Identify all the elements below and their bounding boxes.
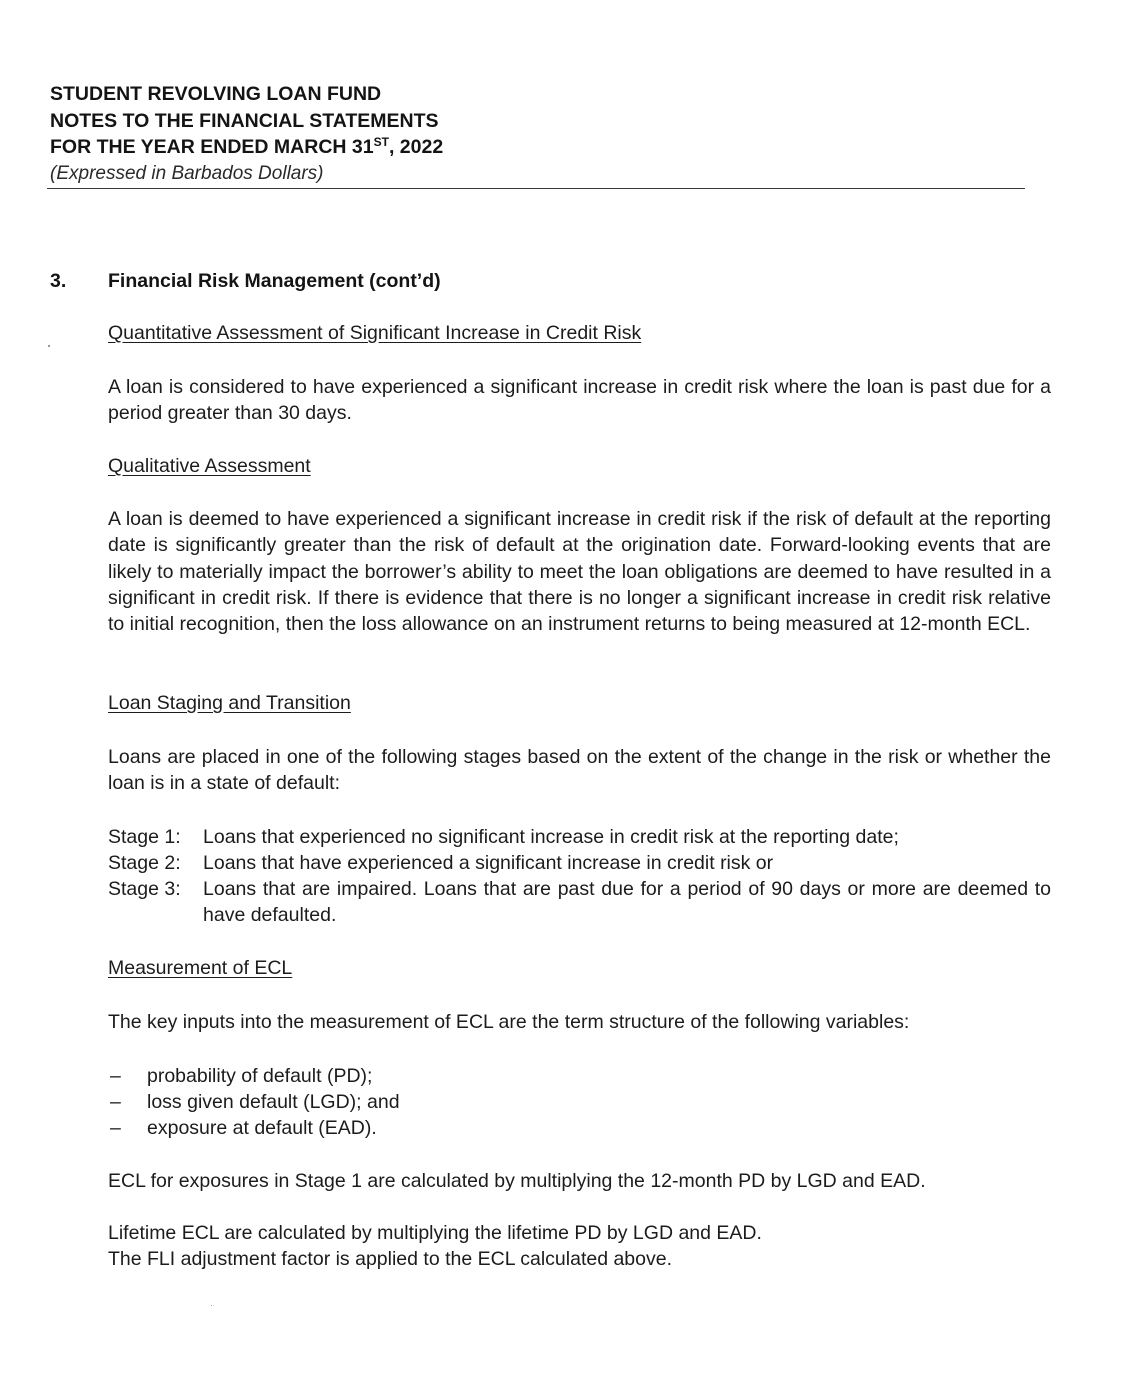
section-title: Financial Risk Management (cont’d) [108,270,441,292]
bullet-lgd: loss given default (LGD); and [147,1091,400,1113]
quantitative-body: A loan is considered to have experienced a significant increase in credit risk where the loan is past due for a period greater than 30 days. [108,376,1051,425]
qualitative-body: A loan is deemed to have experienced a significant increase in credit risk if the risk of default at the reporting date is significantly greater than the risk of default at the origination date. Forward-looking events that are likely to materially impact the borrower’s ability to meet the loan obligations are deemed to have resulted in a significant in credit risk. If there is evidence that there is no longer a significant increase in credit risk relative to initial recognition, then the loss allowance on an instrument returns to being measured at 12-month ECL. [108,508,1051,636]
stage-2-text: Loans that have experienced a significant increase in credit risk or [203,852,774,874]
staging-heading: Loan Staging and Transition [108,692,351,714]
section-number: 3. [50,270,67,292]
notes-title: NOTES TO THE FINANCIAL STATEMENTS [50,109,439,132]
bullet-dash: – [110,1065,121,1087]
stage-3-text: Loans that are impaired. Loans that are past due for a period of 90 days or more are deemed to have defaulted. [203,878,1051,927]
scan-speck [48,345,50,347]
period-main: FOR THE YEAR ENDED MARCH 31 [50,136,374,158]
header-divider [47,188,1025,189]
stage-1-label: Stage 1: [108,826,181,848]
stage1-ecl-text: ECL for exposures in Stage 1 are calculated by multiplying the 12-month PD by LGD and EAD. [108,1170,926,1192]
fund-name: STUDENT REVOLVING LOAN FUND [50,83,382,105]
period-title [50,134,1025,161]
fli-text: The FLI adjustment factor is applied to the ECL calculated above. [108,1248,673,1270]
bullet-dash: – [110,1091,121,1113]
stage-3-label: Stage 3: [108,878,181,900]
measurement-heading: Measurement of ECL [108,957,293,979]
document-header [50,81,1025,187]
bullet-ead: exposure at default (EAD). [147,1117,377,1139]
currency-note: (Expressed in Barbados Dollars) [50,162,324,184]
lifetime-ecl-text: Lifetime ECL are calculated by multiplying the lifetime PD by LGD and EAD. [108,1222,762,1244]
bullet-pd: probability of default (PD); [147,1065,373,1087]
measurement-intro: The key inputs into the measurement of ECL are the term structure of the following variables: [108,1011,910,1033]
scan-speck [211,1305,212,1306]
period-superscript: ST [373,135,389,149]
qualitative-heading: Qualitative Assessment [108,455,311,477]
quantitative-heading: Quantitative Assessment of Significant Increase in Credit Risk [108,322,642,344]
period-year: , 2022 [388,136,444,158]
staging-intro: Loans are placed in one of the following stages based on the extent of the change in the risk or whether the loan is in a state of default: [108,746,1051,795]
bullet-dash: – [110,1117,121,1139]
stage-1-text: Loans that experienced no significant increase in credit risk at the reporting date; [203,826,899,848]
stage-2-label: Stage 2: [108,852,181,874]
